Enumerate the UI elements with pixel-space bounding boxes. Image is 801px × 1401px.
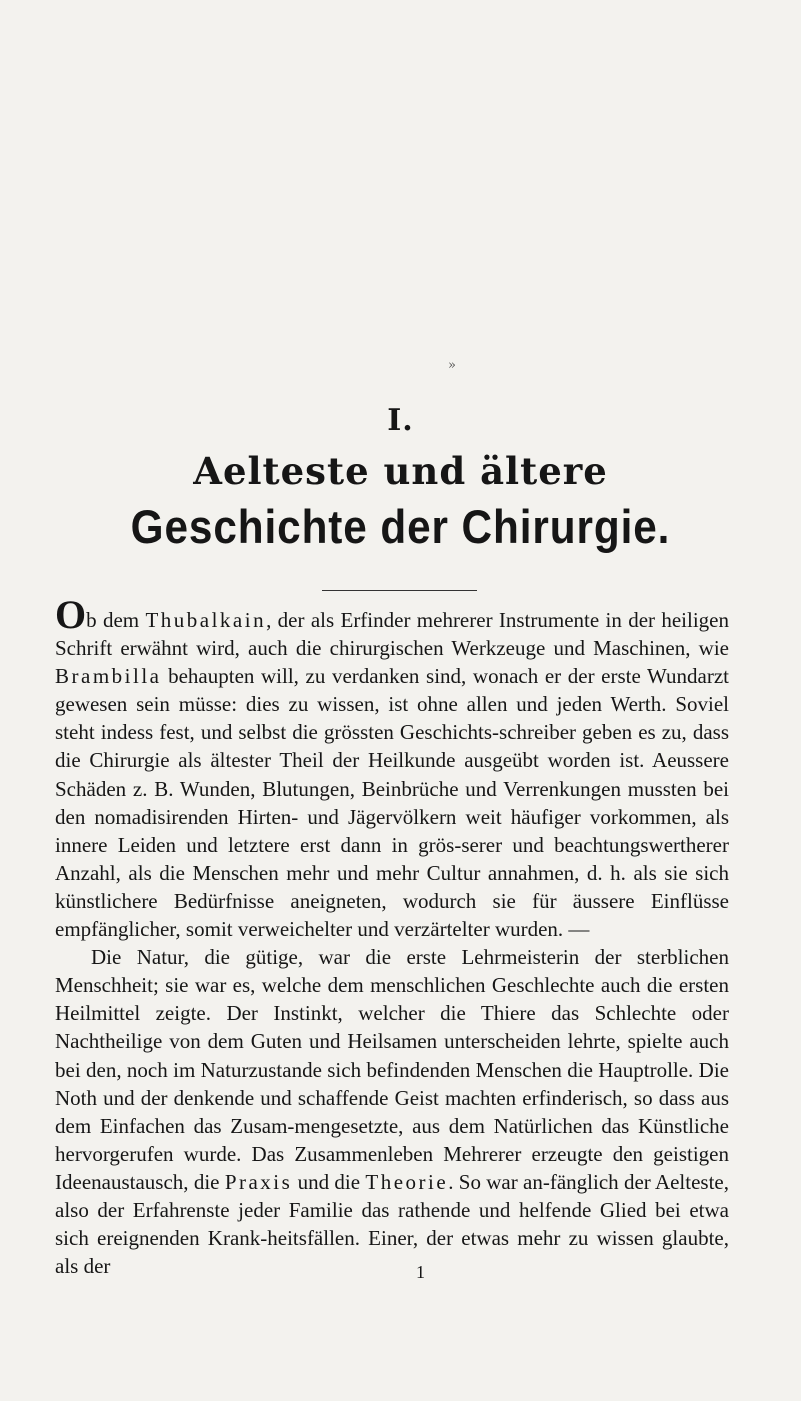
body-text: [55, 592, 729, 1280]
paragraph-1-text-c: behaupten will, zu verdanken sind, wonach er der erste Wundarzt gewesen sein müsse: dies zu wissen, ist ohne allen und jeden Werth. Soviel steht indess fest, und selbst die grössten Geschichts-schreiber geben es zu, dass die Chirurgie als ältester Theil der Heilkunde ausgeübt worden ist. Aeussere Schäden z. B. Wunden, Blutungen, Beinbrüche und Verrenkungen mussten bei den nomadisirenden Hirten- und Jägervölkern weit häufiger vorkommen, als innere Leiden und letztere erst dann in grös-serer und beachtungswertherer Anzahl, als die Menschen mehr und mehr Cultur annahmen, d. h. als sie sich künstlichere Bedürfnisse aneigneten, wodurch sie für äussere Einflüsse empfänglicher, somit verweichelter und verzärtelter wurden. —: [55, 664, 729, 942]
paragraph-1: [55, 592, 729, 943]
stray-mark: »: [448, 358, 456, 373]
page-signature: 1: [416, 1262, 425, 1282]
paragraph-2-text-b: und die: [292, 1169, 366, 1194]
chapter-title-line-2: Geschichte der Chirurgie.: [130, 500, 671, 553]
paragraph-2: [55, 943, 729, 1280]
name-thubalkain: Thubalkain: [145, 608, 267, 632]
term-theorie: Theorie: [365, 1169, 449, 1194]
chapter-title-line-1: Aelteste und ältere: [193, 449, 608, 493]
chapter-number: I.: [387, 403, 414, 438]
name-brambilla: Brambilla: [55, 664, 162, 689]
initial-letter: O: [55, 592, 87, 637]
paragraph-2-text-a: Die Natur, die gütige, war die erste Lehrmeisterin der sterblichen Menschheit; sie war es, welche dem menschlichen Geschlechte auch die ersten Heilmittel zeigte. Der Instinkt, welcher die Thiere das Schlechte oder Nachtheilige von dem Guten und Heilsamen unterscheiden lehrte, spielte auch bei den, noch im Naturzustande sich befindenden Menschen die Hauptrolle. Die Noth und der denkende und schaffende Geist machten erfinderisch, so dass aus dem Einfachen das Zusam-mengesetzte, aus dem Natürlichen das Künstliche hervorgerufen wurde. Das Zusammenleben Mehrerer erzeugte den geistigen Ideenaustausch, die: [55, 945, 729, 1194]
paragraph-1-text-a: b dem: [86, 608, 146, 632]
title-divider-rule: [322, 590, 477, 591]
paragraph-2-text-c: . So war an-fänglich der Aelteste, also der Erfahrenste jeder Familie das rathende und helfende Glied bei etwa sich ereignenden Krank-heitsfällen. Einer, der etwas mehr zu wissen glaubte, als der: [55, 1169, 729, 1279]
term-praxis: Praxis: [224, 1169, 293, 1194]
paragraph-1-text-b: , der als Erfinder mehrerer Instrumente in der heiligen Schrift erwähnt wird, auch die chirurgischen Werkzeuge und Maschinen, wie: [55, 608, 729, 661]
